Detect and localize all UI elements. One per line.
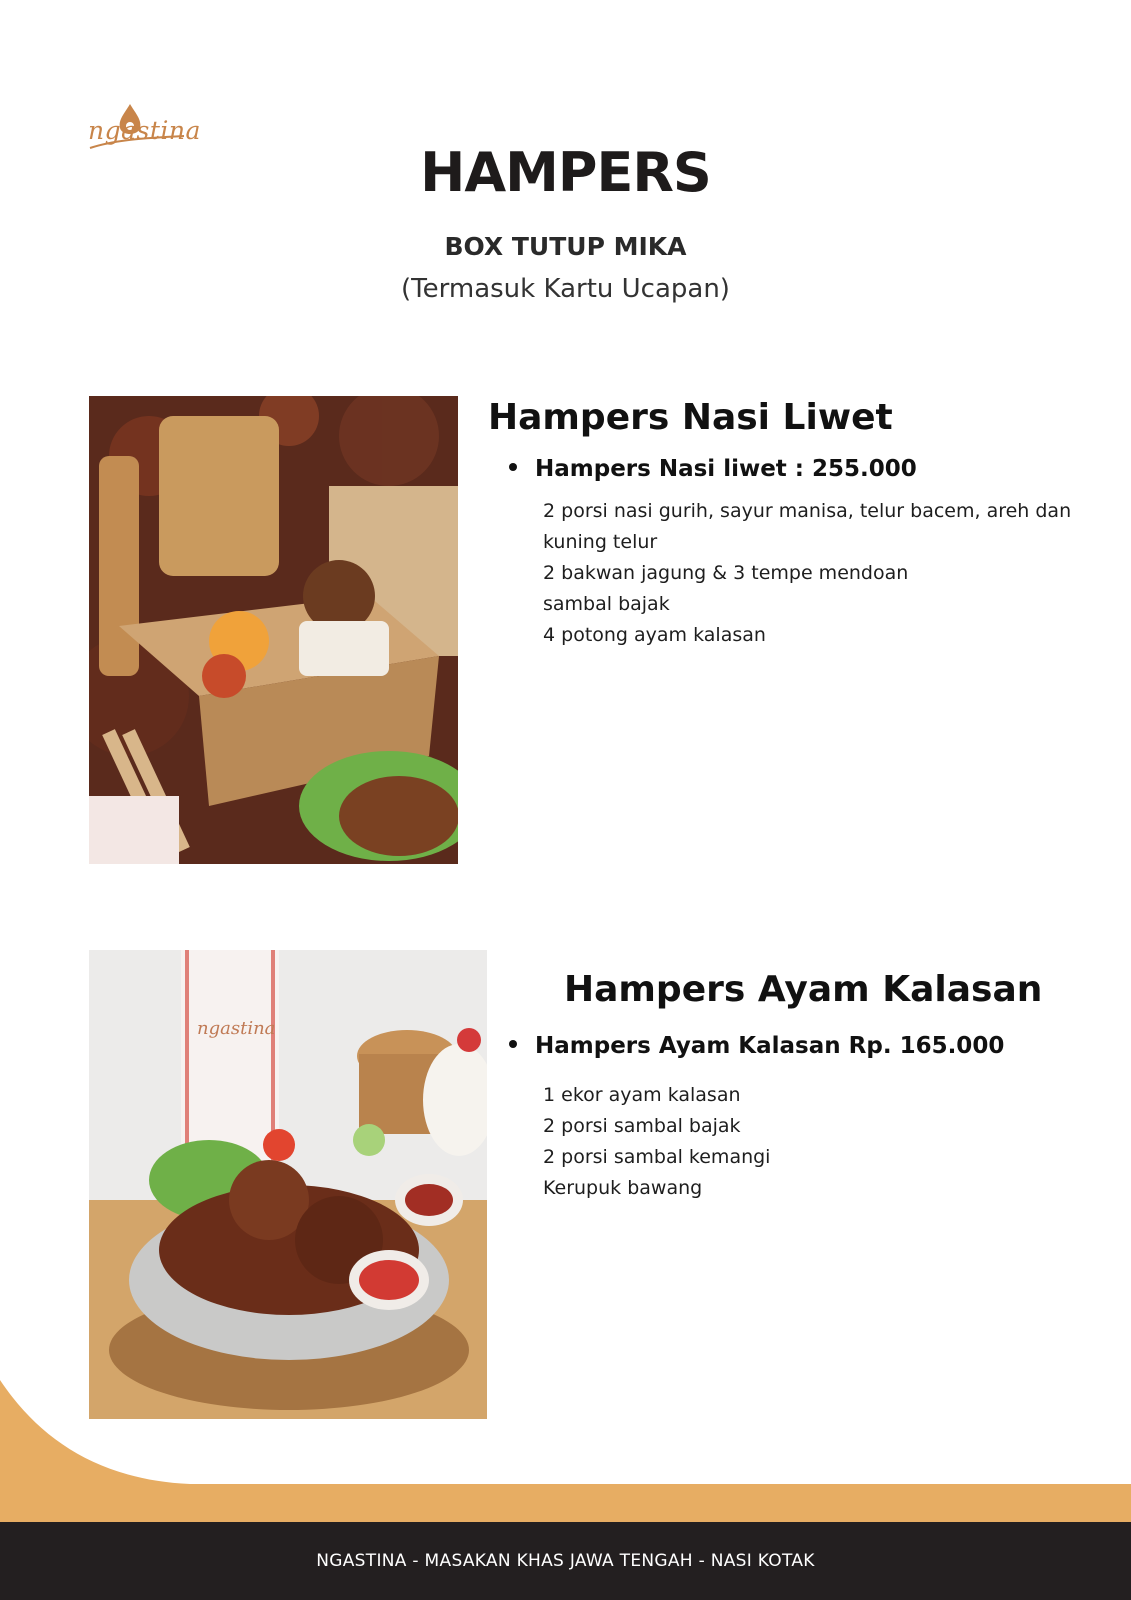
list-item: 1 ekor ayam kalasan	[543, 1084, 741, 1106]
svg-text:ngastina: ngastina	[197, 1018, 276, 1039]
nasi-liwet-photo	[89, 396, 458, 864]
list-item: sambal bajak	[543, 593, 670, 615]
list-item: 2 porsi sambal kemangi	[543, 1146, 771, 1168]
logo-wordmark: ngastina	[88, 116, 201, 145]
product-price-bullet	[509, 456, 917, 482]
footer-bar	[0, 1522, 1131, 1600]
page-title: HAMPERS	[420, 141, 711, 204]
list-item: 2 bakwan jagung & 3 tempe mendoan	[543, 562, 909, 584]
bullet-icon	[509, 463, 517, 471]
product-title: Hampers Ayam Kalasan	[564, 969, 1043, 1010]
product-price-bullet	[509, 1033, 1004, 1059]
ayam-kalasan-photo	[89, 950, 487, 1419]
list-item: 2 porsi sambal bajak	[543, 1115, 741, 1137]
product-contents	[543, 1080, 1083, 1204]
product-title: Hampers Nasi Liwet	[488, 397, 893, 438]
footer-wave	[0, 1380, 1131, 1522]
page-note: (Termasuk Kartu Ucapan)	[401, 274, 730, 304]
list-item: Kerupuk bawang	[543, 1177, 703, 1199]
product-contents	[543, 496, 1103, 651]
list-item: 2 porsi nasi gurih, sayur manisa, telur bacem, areh dan kuning telur	[543, 500, 1072, 553]
list-item: 4 potong ayam kalasan	[543, 624, 766, 646]
bullet-icon	[509, 1040, 517, 1048]
product-price-text: Hampers Ayam Kalasan Rp. 165.000	[535, 1033, 1005, 1059]
page-subtitle: BOX TUTUP MIKA	[444, 232, 687, 261]
product-price-text: Hampers Nasi liwet : 255.000	[535, 456, 917, 482]
footer-text: NGASTINA - MASAKAN KHAS JAWA TENGAH - NASI KOTAK	[316, 1551, 815, 1571]
